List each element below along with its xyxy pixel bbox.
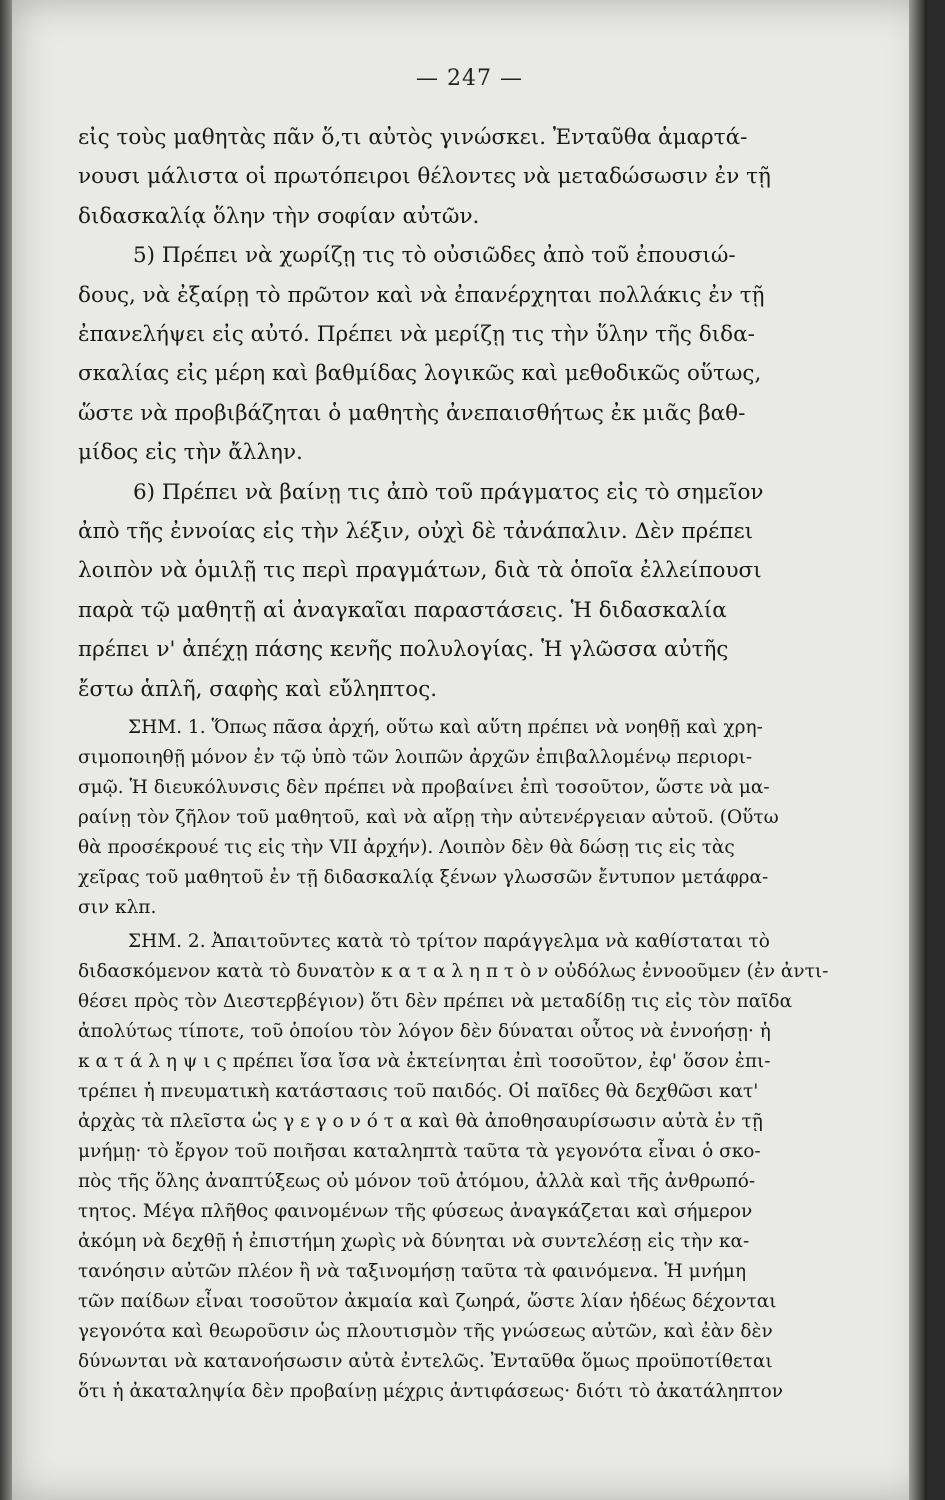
note-line: κ α τ ά λ η ψ ι ς πρέπει ἴσα ἴσα νὰ ἐκτείνηται ἐπὶ τοσοῦτον, ἐφ' ὅσον ἐπι- (78, 1051, 771, 1073)
paragraph-6-start: 6) Πρέπει νὰ βαίνῃ τις ἀπὸ τοῦ πράγματος εἰς τὸ σημεῖον (133, 479, 764, 505)
text-line: σκαλίας εἰς μέρη καὶ βαθμίδας λογικῶς καὶ μεθοδικῶς οὕτως, (78, 361, 762, 387)
note-line: ΣΗΜ. 2. Ἀπαιτοῦντες κατὰ τὸ τρίτον παράγγελμα νὰ καθίσταται τὸ (128, 931, 770, 953)
book-spine-shadow (0, 0, 12, 1500)
note-line: ΣΗΜ. 1. Ὅπως πᾶσα ἀρχή, οὕτω καὶ αὕτη πρέπει νὰ νοηθῇ καὶ χρη- (128, 717, 763, 739)
book-page (12, 0, 927, 1500)
note-line: τανόησιν αὐτῶν πλέον ἢ νὰ ταξινομήσῃ ταῦτα τὰ φαινόμενα. Ἡ μνήμη (78, 1261, 747, 1283)
note-line: πὸς τῆς ὅλης ἀναπτύξεως οὐ μόνον τοῦ ἀτόμου, ἀλλὰ καὶ τῆς ἀνθρωπό- (78, 1171, 756, 1193)
note-line: ἀπολύτως τίποτε, τοῦ ὁποίου τὸν λόγον δὲν δύναται οὗτος νὰ ἐννοήσῃ· ἡ (78, 1021, 771, 1043)
page-edge-shadow (909, 0, 927, 1500)
note-line: ὅτι ἡ ἀκαταληψία δὲν προβαίνῃ μέχρις ἀντιφάσεως· διότι τὸ ἀκατάληπτον (78, 1381, 784, 1403)
note-1 (78, 713, 853, 923)
note-line: διδασκόμενον κατὰ τὸ δυνατὸν κ α τ α λ η π τ ὸ ν οὐδόλως ἐννοοῦμεν (ἐν ἀντι- (78, 961, 829, 983)
note-line: δύνωνται νὰ κατανοήσωσιν αὐτὰ ἐντελῶς. Ἐνταῦθα ὅμως προϋποτίθεται (78, 1351, 773, 1373)
note-line: σιμοποιηθῇ μόνον ἐν τῷ ὑπὸ τῶν λοιπῶν ἀρχῶν ἐπιβαλλομένῳ περιορι- (78, 747, 753, 769)
note-line: τητος. Μέγα πλῆθος φαινομένων τῆς φύσεως ἀναγκάζεται καὶ σήμερον (78, 1201, 753, 1223)
text-line: εἰς τοὺς μαθητὰς πᾶν ὅ,τι αὐτὸς γινώσκει. Ἐνταῦθα ἁμαρτά- (78, 125, 748, 150)
text-line: ἐπανελήψει εἰς αὐτό. Πρέπει νὰ μερίζῃ τις τὴν ὕλην τῆς διδα- (78, 322, 755, 348)
text-line: λοιπὸν νὰ ὁμιλῇ τις περὶ πραγμάτων, διὰ τὰ ὁποῖα ἐλλείπουσι (78, 558, 762, 584)
text-line: πρέπει ν' ἀπέχῃ πάσης κενῆς πολυλογίας. Ἡ γλῶσσα αὐτῆς (78, 637, 729, 663)
text-line: παρὰ τῷ μαθητῇ αἱ ἀναγκαῖαι παραστάσεις. Ἡ διδασκαλία (78, 597, 727, 623)
note-line: σιν κλπ. (78, 897, 157, 919)
note-line: μνήμῃ· τὸ ἔργον τοῦ ποιῆσαι καταληπτὰ ταῦτα τὰ γεγονότα εἶναι ὁ σκο- (78, 1141, 761, 1163)
text-line: δους, νὰ ἐξαίρῃ τὸ πρῶτον καὶ νὰ ἐπανέρχηται πολλάκις ἐν τῇ (78, 282, 765, 308)
note-2 (78, 927, 853, 1407)
note-line: τῶν παίδων εἶναι τοσοῦτον ἀκμαία καὶ ζωηρά, ὥστε λίαν ἡδέως δέχονται (78, 1291, 777, 1313)
note-line: χεῖρας τοῦ μαθητοῦ ἐν τῇ διδασκαλίᾳ ξένων γλωσσῶν ἔντυπον μετάφρα- (78, 867, 769, 889)
text-line: ἔστω ἁπλῆ, σαφὴς καὶ εὔληπτος. (78, 676, 438, 702)
note-line: γεγονότα καὶ θεωροῦσιν ὡς πλουτισμὸν τῆς γνώσεως αὐτῶν, καὶ ἐὰν δὲν (78, 1321, 773, 1343)
note-line: θὰ προσέκρουέ τις εἰς τὴν VII ἀρχήν). Λοιπὸν δὲν θὰ δώσῃ τις εἰς τὰς (78, 837, 735, 859)
note-line: σμῷ. Ἡ διευκόλυνσις δὲν πρέπει νὰ προβαίνει ἐπὶ τοσοῦτον, ὥστε νὰ μα- (78, 777, 770, 799)
page-number: — 247 — (416, 66, 523, 91)
page-text (78, 118, 853, 1407)
text-line: μίδος εἰς τὴν ἄλλην. (78, 440, 303, 466)
note-line: τρέπει ἡ πνευματικὴ κατάστασις τοῦ παιδός. Οἱ παῖδες θὰ δεχθῶσι κατ' (78, 1081, 759, 1103)
text-line: διδασκαλίᾳ ὅλην τὴν σοφίαν αὐτῶν. (78, 203, 480, 229)
text-line: ὥστε νὰ προβιβάζηται ὁ μαθητὴς ἀνεπαισθήτως ἐκ μιᾶς βαθ- (78, 400, 746, 426)
note-line: ἀρχὰς τὰ πλεῖστα ὡς γ ε γ ο ν ό τ α καὶ θὰ ἀποθησαυρίσωσιν αὐτὰ ἐν τῇ (78, 1111, 763, 1133)
text-line: νουσι μάλιστα οἱ πρωτόπειροι θέλοντες νὰ μεταδώσωσιν ἐν τῇ (78, 164, 771, 190)
paragraph-5-start: 5) Πρέπει νὰ χωρίζῃ τις τὸ οὐσιῶδες ἀπὸ τοῦ ἐπουσιώ- (133, 243, 736, 269)
note-line: θέσει πρὸς τὸν Διεστερβέγιον) ὅτι δὲν πρέπει νὰ μεταδίδῃ τις εἰς τὸν παῖδα (78, 991, 793, 1013)
text-line: ἀπὸ τῆς ἐννοίας εἰς τὴν λέξιν, οὐχὶ δὲ τἀνάπαλιν. Δὲν πρέπει (78, 519, 754, 545)
note-line: ἀκόμη νὰ δεχθῇ ἡ ἐπιστήμη χωρὶς νὰ δύνηται νὰ συντελέσῃ εἰς τὴν κα- (78, 1231, 750, 1253)
note-line: ραίνῃ τὸν ζῆλον τοῦ μαθητοῦ, καὶ νὰ αἴρῃ τὴν αὐτενέργειαν αὐτοῦ. (Οὕτω (78, 807, 779, 829)
